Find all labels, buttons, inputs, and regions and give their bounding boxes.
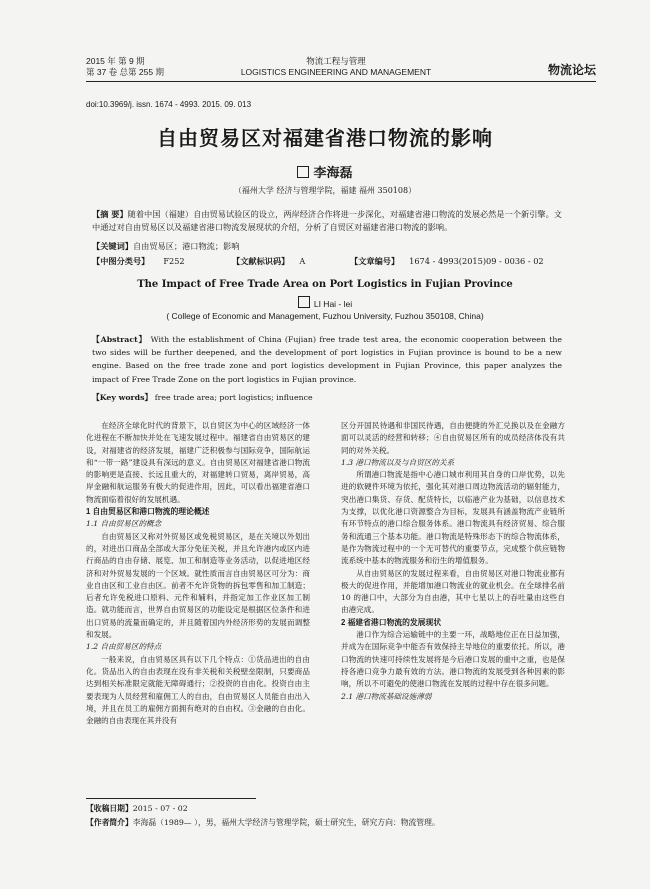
english-abstract-text: With the establishment of China (Fujian) free trade test area, the economic cooperation between the two sides will be further deepened, and the development of port logistics in Fujian province is bound to be a new engine. Based on the free trade zone and port logistics development in Fujian Province, this paper analyzes the impact of Free Trade Zone on the port logistics in Fujian province. bbox=[92, 335, 562, 384]
english-author-box-icon bbox=[298, 296, 310, 308]
document-code: 【文献标识码】 A bbox=[232, 256, 306, 266]
journal-name-en: LOGISTICS ENGINEERING AND MANAGEMENT bbox=[240, 67, 432, 77]
received-date: 【收稿日期】2015 - 07 - 02 bbox=[86, 804, 188, 813]
body-paragraph: 港口作为综合运输链中的主要一环，战略地位正在日益加强，并成为在国际竞争中能否有效保持主导地位的重要依托。所以，港口物流的快速可持续性发展将是今后港口发展的重中之重，也是保持各港口竞争力最有效的方法。港口物流的发展受到各种因素的影响，所以不可避免的使港口物流在发展的过程中存在很多问题。 bbox=[341, 630, 565, 689]
header-rule bbox=[86, 81, 596, 82]
column-name: 物流论坛 bbox=[547, 63, 596, 77]
section-heading: 2 福建省港口物流的发展现状 bbox=[341, 617, 442, 627]
body-paragraph: 自由贸易区又称对外贸易区或免税贸易区，是在关境以外划出的，对进出口商品全部或大部分免征关税，并且允许港内或区内进行商品的自由存储、展览、加工和制造等业务活动，以促进地区经济和对外贸易发展的一个区域。就性质而言自由贸易区可分为：商业自由区和工业自由区。前者不允许货物的拆包零售和加工制造；后者允许免税进口原料、元件和辅料，并指定加工作业区加工制造。就功能而言，世界自由贸易区的功能设定是根据区位条件和进出口贸易的流量而确定的，并且随着国内外经济形势的发展而调整和发展。 bbox=[86, 531, 310, 640]
subsection-heading: 1.1 自由贸易区的概念 bbox=[86, 519, 162, 529]
affiliation: （福州大学 经济与管理学院，福建 福州 350108） bbox=[233, 186, 417, 195]
english-title: The Impact of Free Trade Area on Port Logistics in Fujian Province bbox=[137, 279, 513, 290]
author bbox=[86, 162, 564, 181]
year-issue: 2015 年 第 9 期 bbox=[86, 56, 145, 66]
keywords-label: 【关键词】 bbox=[92, 241, 133, 251]
clc-code: 【中图分类号】 F252 bbox=[92, 256, 185, 266]
english-keywords bbox=[92, 392, 562, 403]
english-keywords-text: free trade area; port logistics; influence bbox=[154, 393, 313, 402]
paper-title: 自由贸易区对福建省港口物流的影响 bbox=[157, 126, 493, 150]
author-box-icon bbox=[297, 166, 309, 178]
english-author: LI Hai - lei bbox=[86, 296, 564, 309]
keywords-text: 自由贸易区；港口物流；影响 bbox=[132, 241, 240, 251]
body-paragraph: 一般来说，自由贸易区具有以下几个特点：①货品进出的自由化。货品出入的自由表现在没有非关税和关税壁垒限制，只要商品达到相关标准限定就能无障碍通行；②投资的自由化。投资自由主要表现为人员经营和雇佣工人的自由，自由贸易区人员能自由出入境，并且在员工的雇佣方面拥有绝对的自由权。③金融的自由化。金融的自由表现在其并没有 bbox=[86, 654, 310, 726]
subsection-heading: 1.2 自由贸易区的特点 bbox=[86, 642, 162, 652]
abstract-cn bbox=[92, 208, 562, 234]
doi: doi:10.3969/j. issn. 1674 - 4993. 2015. 09. 013 bbox=[86, 100, 252, 109]
subsection-heading: 2.1 港口物流基础设施薄弱 bbox=[341, 691, 432, 701]
volume-number: 第 37 卷 总第 255 期 bbox=[86, 67, 164, 77]
english-abstract bbox=[92, 333, 562, 386]
keywords-cn bbox=[92, 240, 562, 253]
issue-info bbox=[86, 56, 164, 78]
english-abstract-label: 【Abstract】 bbox=[92, 335, 148, 344]
body-paragraph: 所谓港口物流是指中心港口城市利用其自身的口岸优势，以先进的软硬件环境为依托，强化其对港口周边物流活动的辐射能力，突出港口集货、存货、配货特长，以临港产业为基础，以信息技术为支撑，以优化港口资源整合为目标，发展具有涵盖物流产业链所有环节特点的港口综合服务体系。港口物流具有经济贸易、综合服务和流通三个基本功能。港口物流是特殊形态下的综合物流体系，是作为物流过程中的一个无可替代的重要节点，完成整个供应链物流系统中基本的物流服务和衍生的增值服务。 bbox=[341, 470, 565, 566]
intro-paragraph: 在经济全球化时代的背景下，以自贸区为中心的区域经济一体化进程在不断加快并处在飞速发展过程中。福建省自由贸易区的建设，对福建省的经济发展，福建广泛积极参与国际竞争，国际航运和“一带一路”建设具有深远的意义。自由贸易区对福建省港口物流的影响更是直接、长远且重大的，对福建转口贸易，离岸贸易，高岸金融和航运服务有极大的促进作用，因此，可以看出福建省港口物流面临着很好的发展机遇。 bbox=[86, 421, 310, 504]
body-paragraph: 区分开国民待遇和非国民待遇，自由便捷的外汇兑换以及在金融方面可以灵活的经营和转移；④自由贸易区所有的成员经济体没有共同的对外关税。 bbox=[341, 421, 565, 455]
body-paragraph: 从自由贸易区的发展过程来看，自由贸易区对港口物流业都有极大的促进作用，并能增加港口物流业的就业机会。在全球排名前 10 的港口中，大部分为自由港，其中七星以上的吞吐量由这些自由港完成。 bbox=[341, 568, 565, 615]
running-header bbox=[86, 56, 596, 84]
journal-name bbox=[236, 56, 436, 78]
english-keywords-label: 【Key words】 bbox=[92, 393, 153, 402]
journal-name-cn: 物流工程与管理 bbox=[306, 56, 366, 66]
author-name: 李海磊 bbox=[313, 166, 353, 181]
section-heading: 1 自由贸易区和港口物流的理论概述 bbox=[86, 507, 210, 517]
left-column bbox=[86, 420, 310, 727]
abstract-text: 随着中国（福建）自由贸易试验区的设立，两岸经济合作将进一步深化，对福建省港口物流的发展必然是一个新引擎。文中通过对自由贸易区以及福建省港口物流发展现状的介绍，分析了自贸区对福建省港口物流的影响。 bbox=[92, 209, 562, 232]
article-number: 【文章编号】 1674 - 4993(2015)09 - 0036 - 02 bbox=[350, 256, 544, 266]
right-column bbox=[341, 420, 565, 703]
author-bio: 【作者简介】李海磊（1989— ），男，福州大学经济与管理学院，硕士研究生，研究方向：物流管理。 bbox=[86, 818, 440, 827]
english-affiliation: ( College of Economic and Management, Fuzhou University, Fuzhou 350108, China) bbox=[166, 311, 484, 321]
footnote-rule bbox=[86, 798, 256, 799]
subsection-heading: 1.3 港口物流以及与自贸区的关系 bbox=[341, 457, 455, 467]
abstract-label: 【摘 要】 bbox=[92, 209, 128, 219]
